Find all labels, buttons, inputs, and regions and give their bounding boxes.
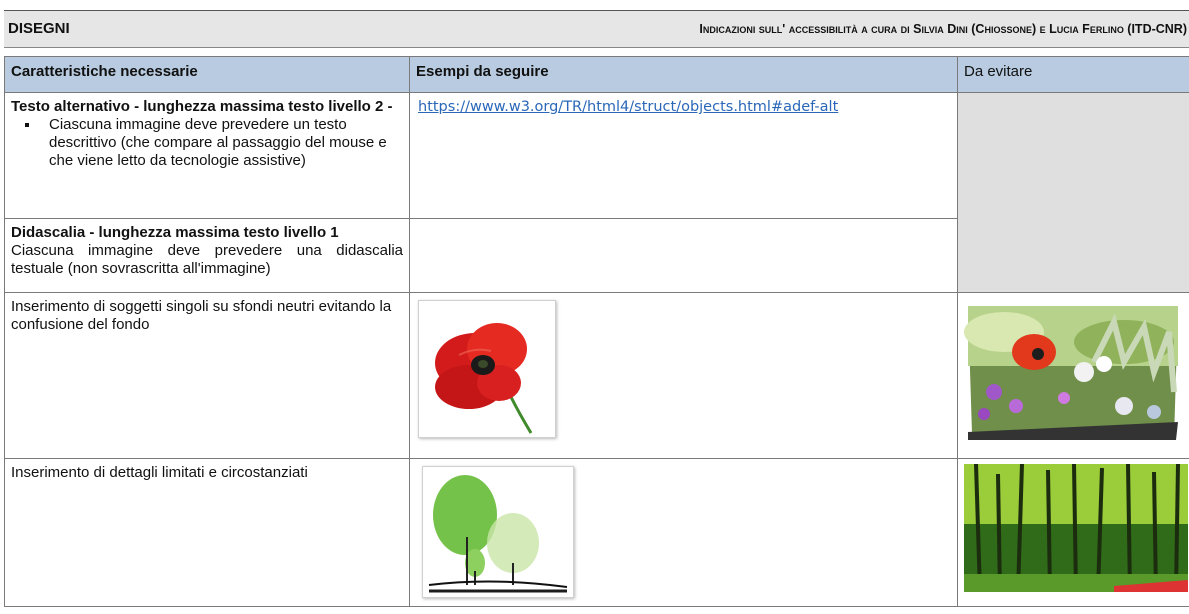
avoid-cell: [958, 459, 1189, 607]
requirement-text: Inserimento di soggetti singoli su sfondi neutri evitando la confusione del fondo: [11, 298, 392, 333]
example-cell-empty: [410, 219, 958, 293]
requirement-cell: [5, 459, 410, 607]
example-cell: [410, 93, 958, 219]
column-header-requirements: Caratteristiche necessarie: [5, 57, 410, 93]
example-cell: [410, 293, 958, 459]
requirement-cell: [5, 93, 410, 219]
requirement-text: Ciascuna immagine deve prevedere una didascalia testuale (non sovrascritta all'immagine): [11, 242, 403, 277]
requirement-title: Testo alternativo - lunghezza massima testo livello 2 -: [11, 98, 393, 115]
avoid-cell: [958, 293, 1189, 459]
dense-forest-photo: [964, 464, 1188, 592]
avoid-cell-empty: [958, 93, 1189, 293]
document-page: [4, 10, 1189, 614]
requirement-cell: [5, 293, 410, 459]
requirement-list: [11, 116, 403, 170]
table-header-row: [5, 57, 1189, 93]
requirement-text: Inserimento di dettagli limitati e circostanziati: [11, 464, 308, 481]
accessibility-table: [4, 56, 1189, 607]
table-row: [5, 459, 1189, 607]
requirement-cell: [5, 219, 410, 293]
simple-trees-illustration: [422, 466, 574, 598]
credits-text: Indicazioni sull' accessibilità a cura di Silvia Dini (Chiossone) e Lucia Ferlino (ITD-CNR): [699, 22, 1187, 36]
poppy-in-flowerbed-photo: [964, 302, 1182, 442]
column-header-avoid: Da evitare: [958, 57, 1189, 93]
poppy-on-white-image: [418, 300, 556, 438]
section-title-bar: [4, 10, 1189, 48]
section-title: DISEGNI: [8, 20, 70, 37]
w3c-alt-link[interactable]: https://www.w3.org/TR/html4/struct/objects.html#adef-alt: [418, 99, 839, 115]
requirement-bullet: Ciascuna immagine deve prevedere un testo descrittivo (che compare al passaggio del mouse e che viene letto da tecnologie assistive): [49, 116, 403, 170]
table-row: [5, 93, 1189, 219]
column-header-examples: Esempi da seguire: [410, 57, 958, 93]
requirement-title: Didascalia - lunghezza massima testo livello 1: [11, 224, 339, 241]
example-cell: [410, 459, 958, 607]
table-row: [5, 293, 1189, 459]
